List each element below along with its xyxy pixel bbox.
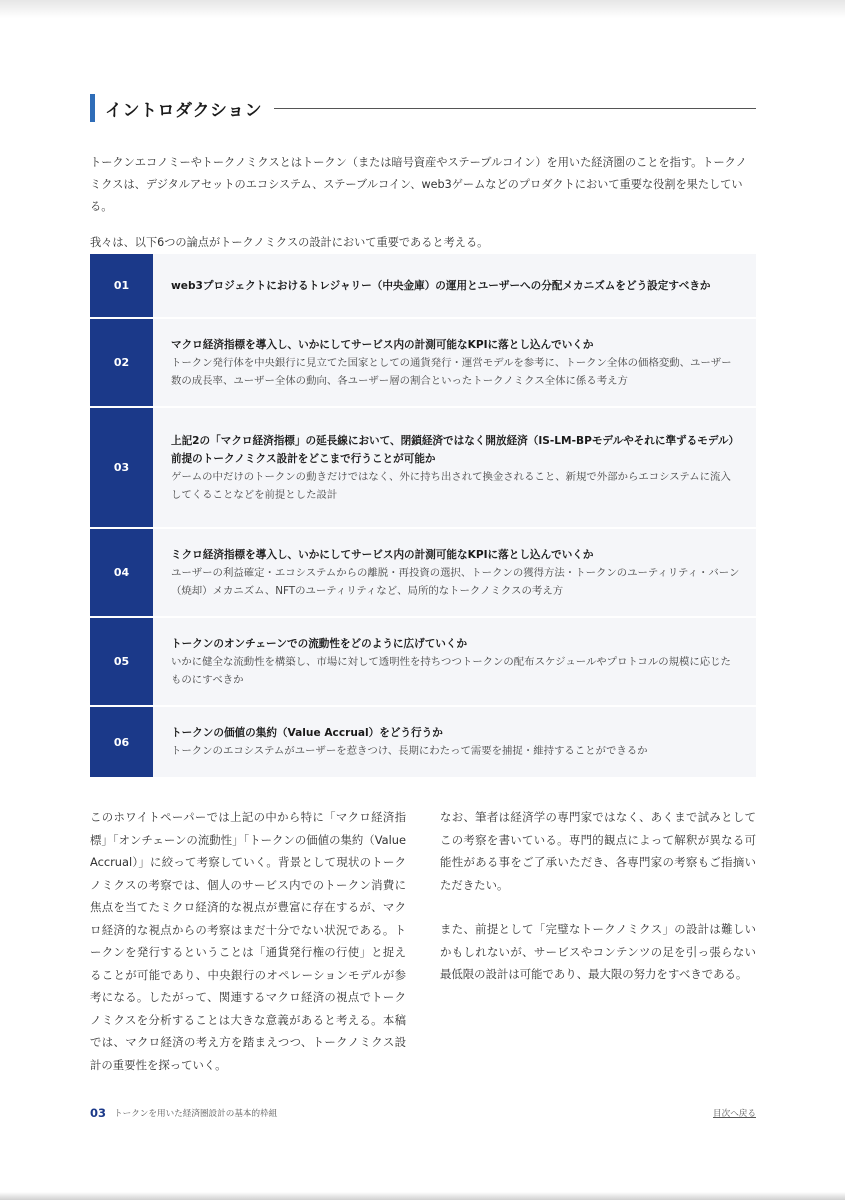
issue-item-03 xyxy=(90,408,756,527)
body-paragraph-left: このホワイトペーパーでは上記の中から特に「マクロ経済指標」「オンチェーンの流動性」「トークンの価値の集約（Value Accrual）」に絞って考察していく。背景として現状のトークノミクスの考察では、個人のサービス内でのトークン消費に焦点を当てたミクロ経済的な視点が豊富に存在するが、マクロ経済的な視点からの考察はまだ十分でない状況である。トークンを発行するということは「通貨発行権の行使」と捉えることが可能であり、中央銀行のオペレーションモデルが参考になる。したがって、関連するマクロ経済の視点でトークノミクスを分析することは大きな意義があると考える。本稿では、マクロ経済の考え方を踏まえつつ、トークノミクス設計の重要性を探っていく。 xyxy=(90,810,406,1072)
issue-description: いかに健全な流動性を構築し、市場に対して透明性を持ちつつトークンの配布スケジュールやプロトコルの規模に応じたものにすべきか xyxy=(171,655,731,686)
issue-title: ミクロ経済指標を導入し、いかにしてサービス内の計測可能なKPIに落とし込んでいくか xyxy=(171,548,594,561)
back-to-toc-link[interactable]: 目次へ戻る xyxy=(713,1109,756,1119)
page-bottom-edge xyxy=(0,1192,845,1200)
issue-body xyxy=(153,529,756,616)
issue-item-06 xyxy=(90,707,756,777)
issue-item-02 xyxy=(90,319,756,406)
intro-paragraph-1: トークンエコノミーやトークノミクスとはトークン（または暗号資産やステーブルコイン）を用いた経済圏のことを指す。トークノミクスは、デジタルアセットのエコシステム、ステーブルコイン、web3ゲームなどのプロダクトにおいて重要な役割を果たしている。 xyxy=(90,156,747,213)
issue-item-04 xyxy=(90,529,756,616)
intro-paragraph-2: 我々は、以下6つの論点がトークノミクスの設計において重要であると考える。 xyxy=(90,236,489,249)
body-column-left xyxy=(90,806,406,1076)
section-title: イントロダクション xyxy=(105,100,263,121)
issue-body xyxy=(153,408,756,527)
body-columns xyxy=(90,806,756,1076)
issue-description: ユーザーの利益確定・エコシステムからの離脱・再投資の選択、トークンの獲得方法・トークンのユーティリティ・バーン（焼却）メカニズム、NFTのユーティリティなど、局所的なトークノミクスの考え方 xyxy=(171,566,740,597)
footer-left xyxy=(90,1106,277,1120)
issue-number: 06 xyxy=(90,707,153,777)
issue-number: 04 xyxy=(90,529,153,616)
issue-description: ゲームの中だけのトークンの動きだけではなく、外に持ち出されて換金されること、新規で外部からエコシステムに流入してくることなどを前提とした設計 xyxy=(171,470,731,501)
section-heading xyxy=(90,94,756,122)
issue-item-01 xyxy=(90,254,756,317)
issue-title: マクロ経済指標を導入し、いかにしてサービス内の計測可能なKPIに落とし込んでいくか xyxy=(171,338,594,351)
page-footer xyxy=(90,1104,756,1122)
heading-rule xyxy=(274,108,756,109)
issue-title: トークンの価値の集約（Value Accrual）をどう行うか xyxy=(171,727,443,739)
issue-number: 05 xyxy=(90,618,153,705)
issue-number: 03 xyxy=(90,408,153,527)
issue-item-05 xyxy=(90,618,756,705)
body-paragraph-right-1: なお、筆者は経済学の専門家ではなく、あくまで試みとしてこの考察を書いている。専門的観点によって解釈が異なる可能性がある事をご了承いただき、各専門家の考察もご指摘いただきたい。 xyxy=(440,810,756,892)
issue-description: トークンのエコシステムがユーザーを惹きつけ、長期にわたって需要を捕捉・維持することができるか xyxy=(171,745,648,757)
issue-body xyxy=(153,319,756,406)
issue-title: トークンのオンチェーンでの流動性をどのように広げていくか xyxy=(171,637,468,650)
heading-accent-bar xyxy=(90,94,95,122)
body-paragraph-right-2: また、前提として「完璧なトークノミクス」の設計は難しいかもしれないが、サービスやコンテンツの足を引っ張らない最低限の設計は可能であり、最大限の努力をすべきである。 xyxy=(440,922,756,981)
page-number: 03 xyxy=(90,1106,107,1120)
issue-body xyxy=(153,618,756,705)
issue-number: 01 xyxy=(90,254,153,317)
issue-body xyxy=(153,707,756,777)
issue-body xyxy=(153,254,756,317)
body-column-right xyxy=(440,806,756,1076)
issue-list xyxy=(90,254,756,779)
intro-text xyxy=(90,152,756,254)
issue-title: web3プロジェクトにおけるトレジャリー（中央金庫）の運用とユーザーへの分配メカニズムをどう設定すべきか xyxy=(171,279,711,292)
issue-title: 上記2の「マクロ経済指標」の延長線において、閉鎖経済ではなく開放経済（IS-LM-BPモデルやそれに準ずるモデル）前提のトークノミクス設計をどこまで行うことが可能か xyxy=(171,434,740,465)
issue-description: トークン発行体を中央銀行に見立てた国家としての通貨発行・運営モデルを参考に、トークン全体の価格変動、ユーザー数の成長率、ユーザー全体の動向、各ユーザー層の割合といったトークノミクス全体に係る考え方 xyxy=(171,356,732,387)
document-title: トークンを用いた経済圏設計の基本的枠組 xyxy=(114,1109,278,1119)
page-top-shadow xyxy=(0,0,845,18)
issue-number: 02 xyxy=(90,319,153,406)
